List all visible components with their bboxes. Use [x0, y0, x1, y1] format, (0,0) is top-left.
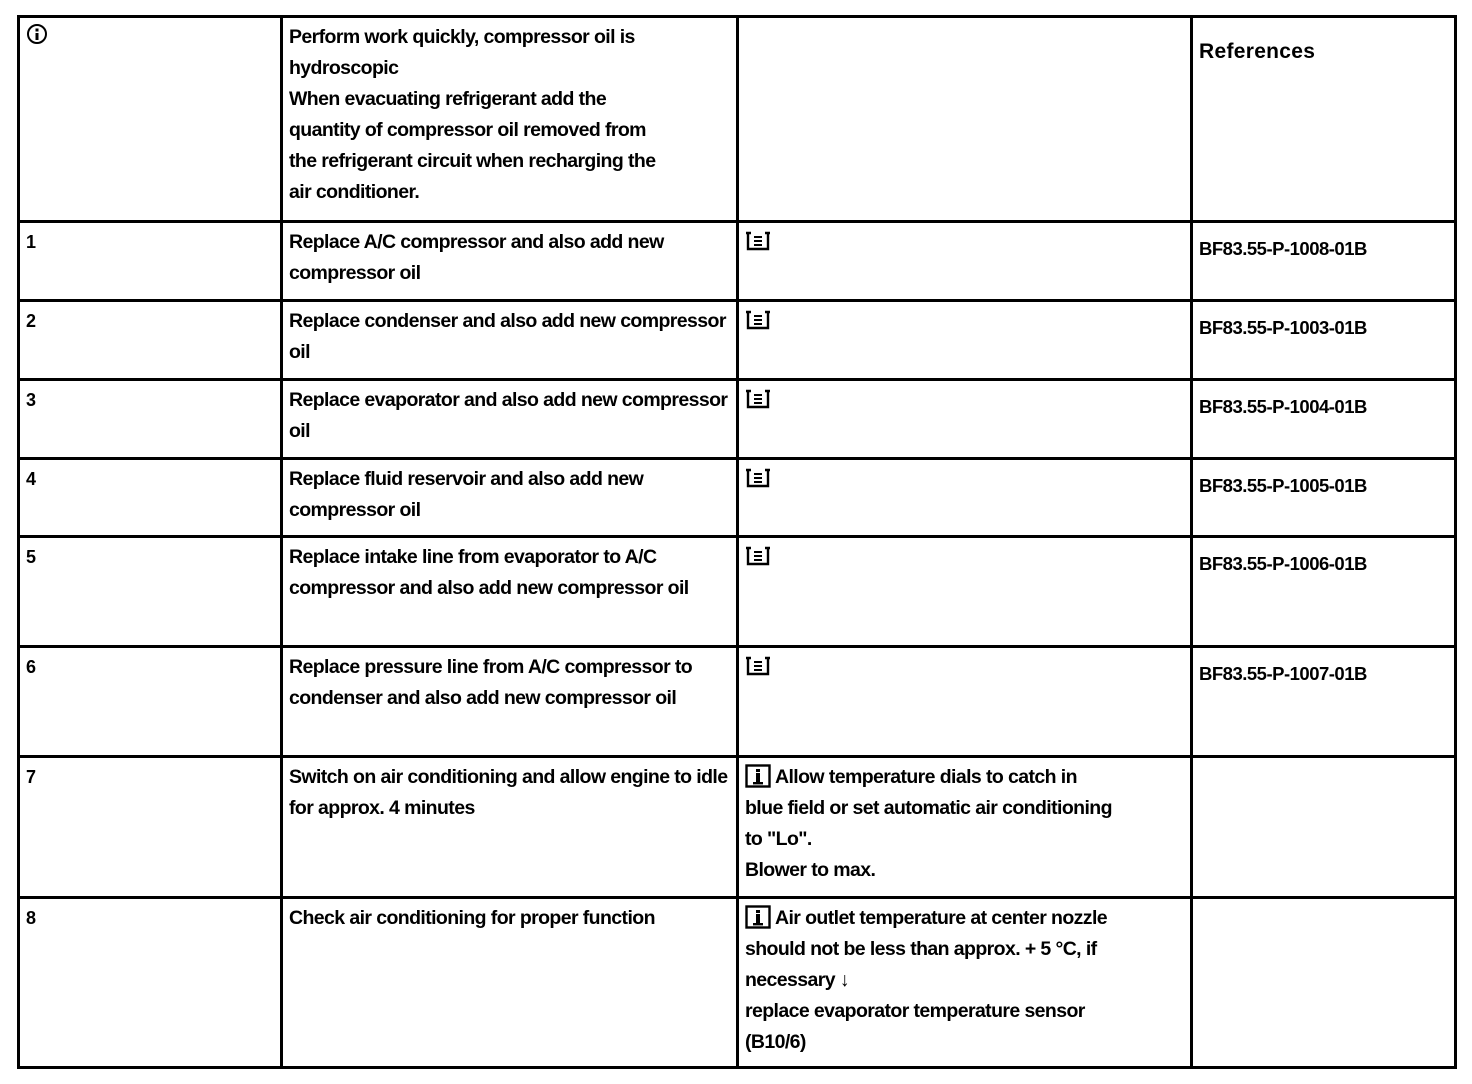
- step-number: 1: [19, 222, 282, 301]
- step-number: 5: [19, 537, 282, 647]
- header-empty-cell: [738, 17, 1192, 222]
- step-note-cell: [738, 537, 1192, 647]
- table-row: [19, 757, 1456, 898]
- step-note: Allow temperature dials to catch in blue field or set automatic air conditioning to "Lo". Blower to max.: [745, 766, 1112, 881]
- manual-icon: [745, 387, 771, 409]
- table-row: [19, 459, 1456, 537]
- manual-icon: [745, 229, 771, 251]
- table-row: [19, 647, 1456, 757]
- header-note: Perform work quickly, compressor oil is hydroscopic When evacuating refrigerant add the quantity of compressor oil removed from the refrigerant circuit when recharging the air conditioner.: [282, 17, 738, 222]
- step-number: 8: [19, 898, 282, 1068]
- step-number: 7: [19, 757, 282, 898]
- step-reference: BF83.55-P-1008-01B: [1192, 222, 1456, 301]
- step-note-cell: [738, 301, 1192, 380]
- manual-icon: [745, 466, 771, 488]
- step-action: Replace evaporator and also add new compressor oil: [282, 380, 738, 459]
- step-note-cell: [738, 459, 1192, 537]
- step-number: 3: [19, 380, 282, 459]
- step-note: Air outlet temperature at center nozzle should not be less than approx. + 5 °C, if necessary ↓ replace evaporator temperature sensor (B10/6): [745, 907, 1108, 1053]
- manual-icon: [745, 654, 771, 676]
- manual-icon: [745, 544, 771, 566]
- table-row: [19, 537, 1456, 647]
- step-action: Replace A/C compressor and also add new compressor oil: [282, 222, 738, 301]
- step-note-cell: [738, 898, 1192, 1068]
- table-row: [19, 301, 1456, 380]
- step-note-cell: [738, 222, 1192, 301]
- table-row: [19, 222, 1456, 301]
- step-action: Replace intake line from evaporator to A/C compressor and also add new compressor oil: [282, 537, 738, 647]
- header-row: [19, 17, 1456, 222]
- step-reference: BF83.55-P-1005-01B: [1192, 459, 1456, 537]
- step-note-cell: [738, 380, 1192, 459]
- step-note-cell: [738, 647, 1192, 757]
- step-number: 6: [19, 647, 282, 757]
- step-action: Check air conditioning for proper function: [282, 898, 738, 1068]
- step-action: Switch on air conditioning and allow engine to idle for approx. 4 minutes: [282, 757, 738, 898]
- manual-icon: [745, 308, 771, 330]
- step-number: 2: [19, 301, 282, 380]
- step-action: Replace pressure line from A/C compressor to condenser and also add new compressor oil: [282, 647, 738, 757]
- info-icon: [745, 905, 771, 927]
- procedure-table: [17, 15, 1457, 1069]
- step-action: Replace condenser and also add new compressor oil: [282, 301, 738, 380]
- header-symbol-cell: [19, 17, 282, 222]
- references-header: References: [1192, 17, 1456, 222]
- info-circle-icon: [26, 23, 48, 45]
- step-reference: BF83.55-P-1004-01B: [1192, 380, 1456, 459]
- step-reference: [1192, 757, 1456, 898]
- step-note-cell: [738, 757, 1192, 898]
- step-reference: BF83.55-P-1003-01B: [1192, 301, 1456, 380]
- step-reference: BF83.55-P-1006-01B: [1192, 537, 1456, 647]
- step-reference: [1192, 898, 1456, 1068]
- table-row: [19, 898, 1456, 1068]
- info-icon: [745, 764, 771, 786]
- step-action: Replace fluid reservoir and also add new compressor oil: [282, 459, 738, 537]
- step-reference: BF83.55-P-1007-01B: [1192, 647, 1456, 757]
- table-row: [19, 380, 1456, 459]
- step-number: 4: [19, 459, 282, 537]
